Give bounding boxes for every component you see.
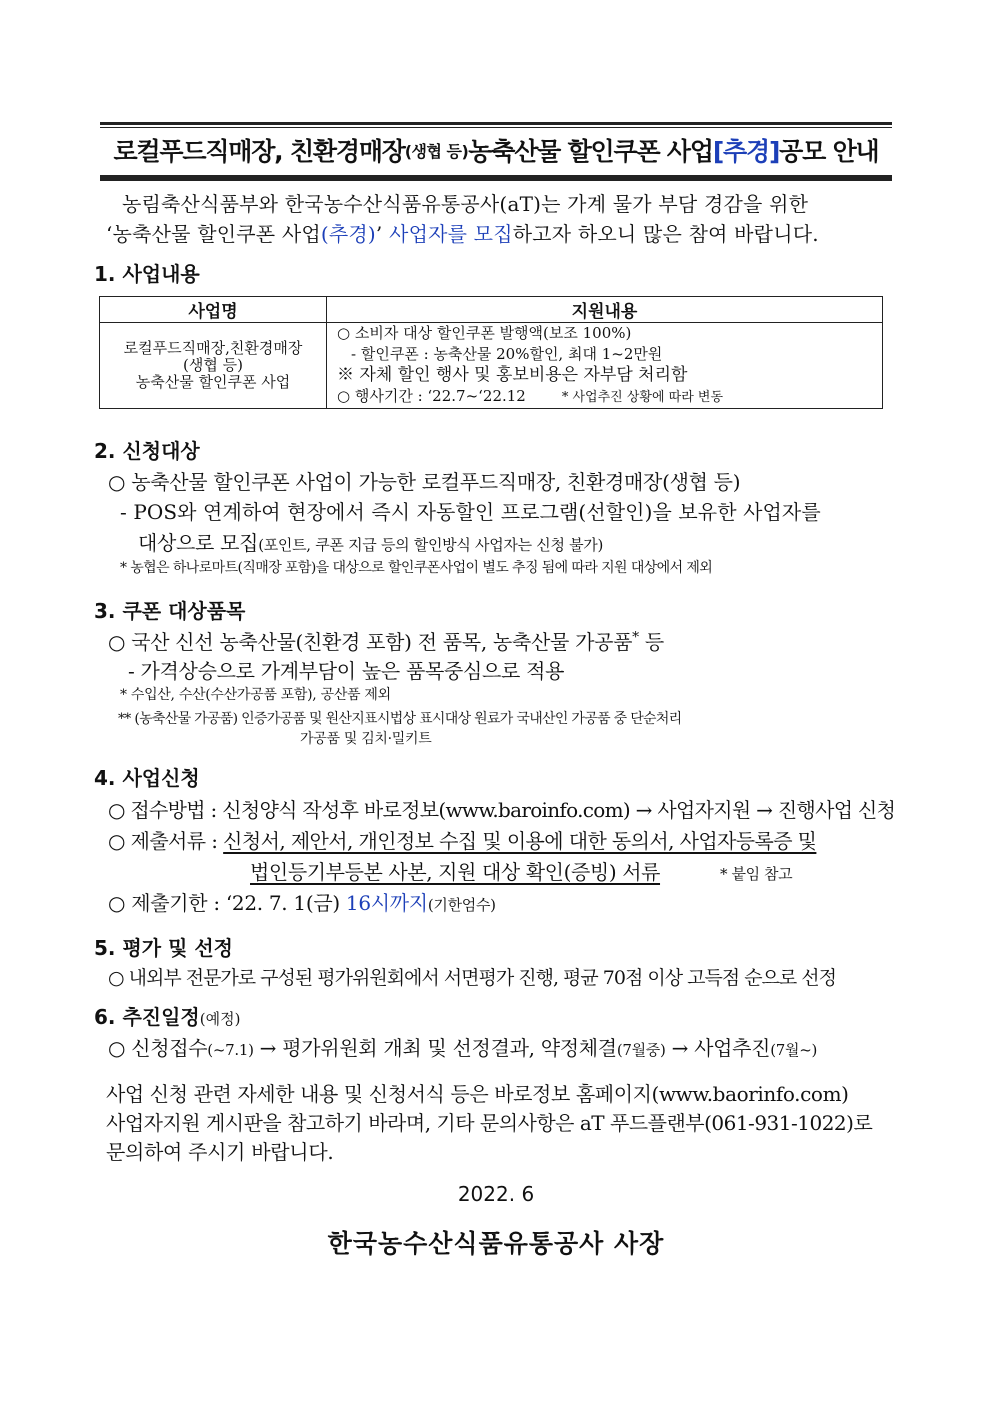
table-header-support: 지원내용 — [327, 297, 883, 323]
section-5-heading: 5. 평가 및 선정 — [94, 936, 234, 960]
schedule-step-1-date: (~7.1) — [207, 1041, 254, 1059]
table-header-row — [100, 297, 883, 323]
intro-program-name: ‘농축산물 할인쿠폰 사업 — [106, 222, 321, 246]
section-6-title: 6. 추진일정 — [94, 1005, 200, 1029]
section-3-line-2: - 가격상승으로 가계부담이 높은 품목중심으로 적용 — [128, 659, 565, 683]
intro-request: 하고자 하오니 많은 참여 바랍니다. — [512, 222, 819, 246]
intro-line-2 — [106, 218, 819, 247]
section-4-heading: 4. 사업신청 — [94, 766, 200, 790]
intro-recruit: 사업자를 모집 — [389, 222, 513, 246]
section-3-note-1: * 수입산, 수산(수산가공품 포함), 공산품 제외 — [120, 687, 391, 703]
intro-supplementary: (추경) — [320, 222, 376, 246]
section-4-documents-list: 신청서, 제안서, 개인정보 수집 및 이용에 대한 동의서, 사업자등록증 및 — [223, 829, 817, 853]
section-6-line-1 — [108, 1032, 817, 1061]
table-cell-support — [327, 323, 883, 409]
support-item-3: ※ 자체 할인 행사 및 홍보비용은 자부담 처리함 — [337, 365, 688, 385]
section-4-line-2 — [108, 825, 816, 854]
schedule-step-3-date: (7월~) — [770, 1041, 818, 1059]
title-text-suffix: 공모 안내 — [779, 137, 879, 166]
section-2-line-2: - POS와 연계하여 현장에서 즉시 자동할인 프로그램(선할인)을 보유한 사업자를 — [120, 500, 821, 524]
section-4-line-4 — [108, 887, 496, 916]
section-4-deadline-note: (기한엄수) — [427, 896, 496, 914]
section-3-footnote-mark: * — [632, 629, 639, 646]
document-signer: 한국농수산식품유통공사 사장 — [327, 1229, 665, 1258]
schedule-step-2-date: (7월중) — [616, 1041, 666, 1059]
section-2-note: * 농협은 하나로마트(직매장 포함)을 대상으로 할인쿠폰사업이 별도 추징 됨에 따라 지원 대상에서 제외 — [120, 560, 713, 576]
support-item-4 — [337, 386, 882, 408]
closing-line-1: 사업 신청 관련 자세한 내용 및 신청서식 등은 바로정보 홈페이지(www.baorinfo.com) — [106, 1082, 849, 1106]
section-4-attachment-note: * 붙임 참고 — [720, 865, 793, 883]
section-2-recruit: 대상으로 모집 — [138, 531, 259, 555]
program-table — [99, 296, 883, 409]
section-2-line-3 — [138, 527, 603, 556]
section-1-heading: 1. 사업내용 — [94, 262, 200, 286]
section-4-line-3 — [250, 856, 792, 885]
event-period-note: * 사업추진 상황에 따라 변동 — [561, 390, 724, 405]
program-name-line-3: 농축산물 할인쿠폰 사업 — [135, 373, 291, 391]
section-3-etc: 등 — [638, 630, 664, 654]
table-cell-program-name — [100, 323, 327, 409]
program-name-line-2: (생협 등) — [183, 356, 243, 374]
section-5-line-1: ○ 내외부 전문가로 구성된 평가위원회에서 서면평가 진행, 평균 70점 이상 고득점 순으로 선정 — [108, 967, 837, 989]
table-header-name: 사업명 — [100, 297, 327, 323]
section-4-documents-label: ○ 제출서류 : — [108, 829, 224, 853]
title-text-supplementary: [추경] — [712, 137, 780, 166]
section-3-line-1 — [108, 626, 664, 655]
event-period: ○ 행사기간 : ‘22.7~‘22.12 — [337, 387, 526, 405]
title-text-note: (생협 등) — [404, 141, 469, 161]
schedule-step-1: ○ 신청접수 — [108, 1036, 208, 1060]
section-6-note: (예정) — [199, 1010, 241, 1028]
section-3-note-2: ** (농축산물 가공품) 인증가공품 및 원산지표시법상 표시대상 원료가 국내산인 가공품 중 단순처리 — [118, 711, 682, 727]
section-2-line-1: ○ 농축산물 할인쿠폰 사업이 가능한 로컬푸드직매장, 친환경매장(생협 등) — [108, 470, 741, 494]
schedule-step-2: → 평가위원회 개최 및 선정결과, 약정체결 — [253, 1036, 617, 1060]
section-3-items: ○ 국산 신선 농축산물(친환경 포함) 전 품목, 농축산물 가공품 — [108, 630, 633, 654]
title-text-main: 로컬푸드직매장, 친환경매장 — [113, 137, 405, 166]
support-item-1: ○ 소비자 대상 할인쿠폰 발행액(보조 100%) — [337, 324, 632, 342]
closing-line-3: 문의하여 주시기 바랍니다. — [106, 1140, 334, 1164]
section-3-heading: 3. 쿠폰 대상품목 — [94, 599, 246, 623]
title-text-program: 농축산물 할인쿠폰 사업 — [468, 137, 713, 166]
section-3-note-3: 가공품 및 김치·밀키트 — [300, 731, 432, 747]
section-4-deadline-time: 16시까지 — [345, 891, 428, 915]
section-6-heading — [94, 1001, 240, 1030]
section-4-line-1: ○ 접수방법 : 신청양식 작성후 바로정보(www.baroinfo.com) → 사업자지원 → 진행사업 신청 — [108, 798, 896, 822]
document-date: 2022. 6 — [457, 1182, 535, 1206]
table-row — [100, 323, 883, 409]
schedule-step-3: → 사업추진 — [665, 1036, 771, 1060]
intro-quote-close: ’ — [375, 222, 390, 246]
section-4-documents-list-2: 법인등기부등본 사본, 지원 대상 확인(증빙) 서류 — [250, 860, 661, 884]
program-name-line-1: 로컬푸드직매장,친환경매장 — [123, 339, 303, 357]
section-4-deadline: ○ 제출기한 : ‘22. 7. 1(금) — [108, 891, 346, 915]
document-title — [100, 122, 892, 181]
section-2-heading: 2. 신청대상 — [94, 439, 200, 463]
closing-line-2: 사업자지원 게시판을 참고하기 바라며, 기타 문의사항은 aT 푸드플랜부(061-931-1022)로 — [106, 1111, 873, 1135]
section-2-exclusion: (포인트, 쿠폰 지급 등의 할인방식 사업자는 신청 불가) — [258, 536, 604, 554]
intro-line-1: 농림축산식품부와 한국농수산식품유통공사(aT)는 가계 물가 부담 경감을 위한 — [122, 192, 809, 216]
support-item-2: - 할인쿠폰 : 농축산물 20%할인, 최대 1~2만원 — [351, 345, 663, 363]
